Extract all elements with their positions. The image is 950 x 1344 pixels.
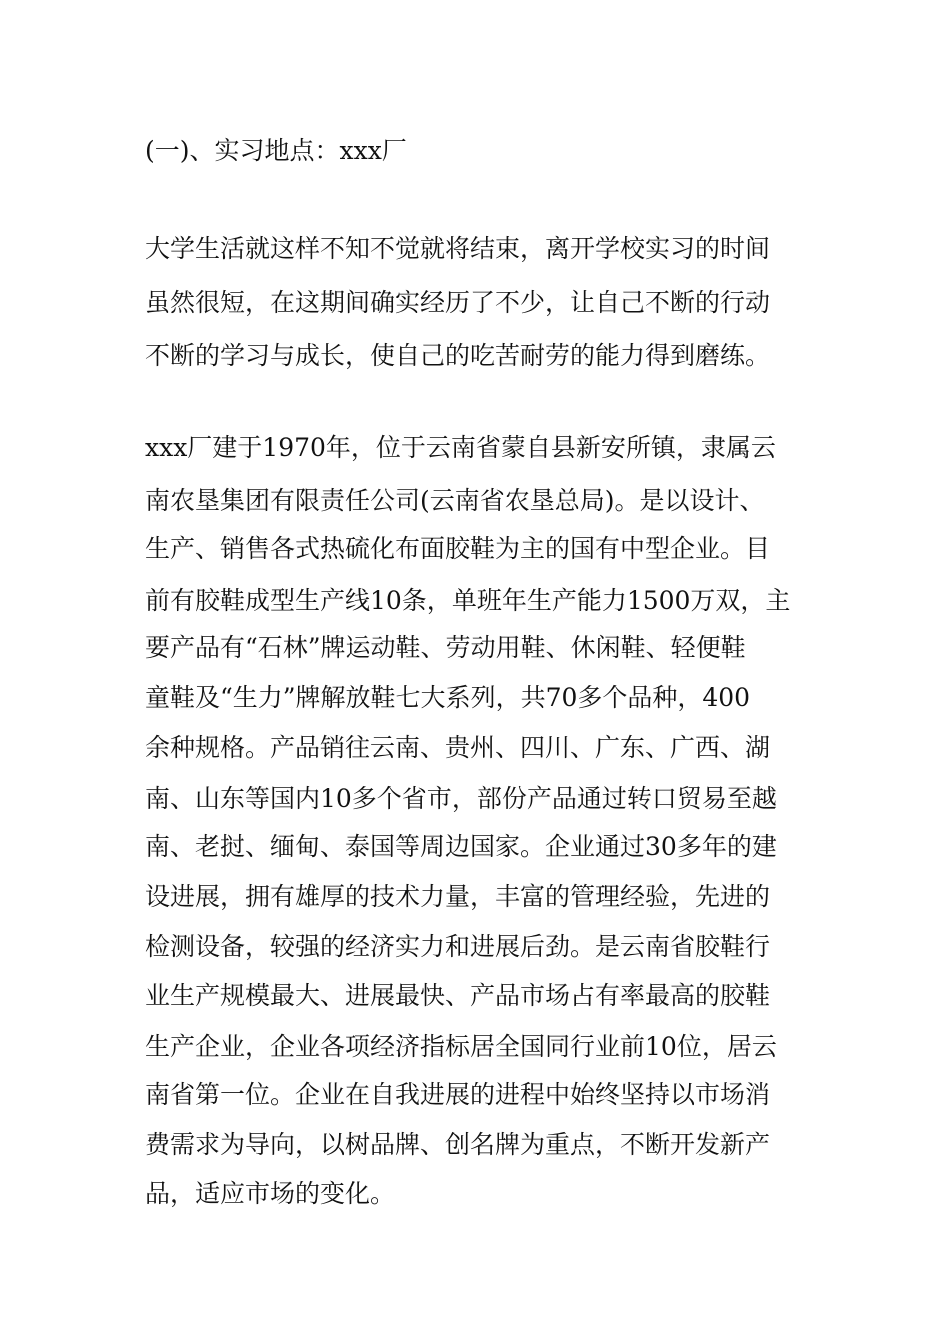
text-line: 余种规格。产品销往云南、贵州、四川、广东、广西、湖	[145, 733, 771, 762]
text-line: 南省第一位。企业在自我进展的进程中始终坚持以市场消	[145, 1080, 771, 1109]
text-line: 童鞋及“生力”牌解放鞋七大系列，共70多个品种，400	[145, 683, 751, 712]
section-heading: (一)、实习地点：xxx厂	[145, 136, 407, 165]
text-line: 检测设备，较强的经济实力和进展后劲。是云南省胶鞋行	[145, 932, 771, 961]
text-line: 南、山东等国内10多个省市，部份产品通过转口贸易至越	[145, 784, 777, 813]
text-line: 南、老挝、缅甸、泰国等周边国家。企业通过30多年的建	[145, 832, 777, 861]
text-line: 南农垦集团有限责任公司(云南省农垦总局)。是以设计、	[145, 486, 765, 515]
text-line: 前有胶鞋成型生产线10条，单班年生产能力1500万双，主	[145, 586, 791, 615]
text-line: 设进展，拥有雄厚的技术力量，丰富的管理经验，先进的	[145, 882, 771, 911]
text-line: 费需求为导向，以树品牌、创名牌为重点，不断开发新产	[145, 1130, 771, 1159]
text-line: 业生产规模最大、进展最快、产品市场占有率最高的胶鞋	[145, 981, 771, 1010]
text-line: 要产品有“石林”牌运动鞋、劳动用鞋、休闲鞋、轻便鞋	[145, 633, 746, 662]
text-line: 大学生活就这样不知不觉就将结束，离开学校实习的时间	[145, 234, 771, 263]
text-line: 生产企业，企业各项经济指标居全国同行业前10位，居云	[145, 1032, 777, 1061]
text-line: 不断的学习与成长，使自己的吃苦耐劳的能力得到磨练。	[145, 341, 771, 370]
text-line: xxx厂建于1970年，位于云南省蒙自县新安所镇，隶属云	[145, 433, 776, 462]
text-line: 品，适应市场的变化。	[145, 1179, 396, 1208]
text-line: 虽然很短，在这期间确实经历了不少，让自己不断的行动	[145, 288, 771, 317]
text-line: 生产、销售各式热硫化布面胶鞋为主的国有中型企业。目	[145, 534, 771, 563]
